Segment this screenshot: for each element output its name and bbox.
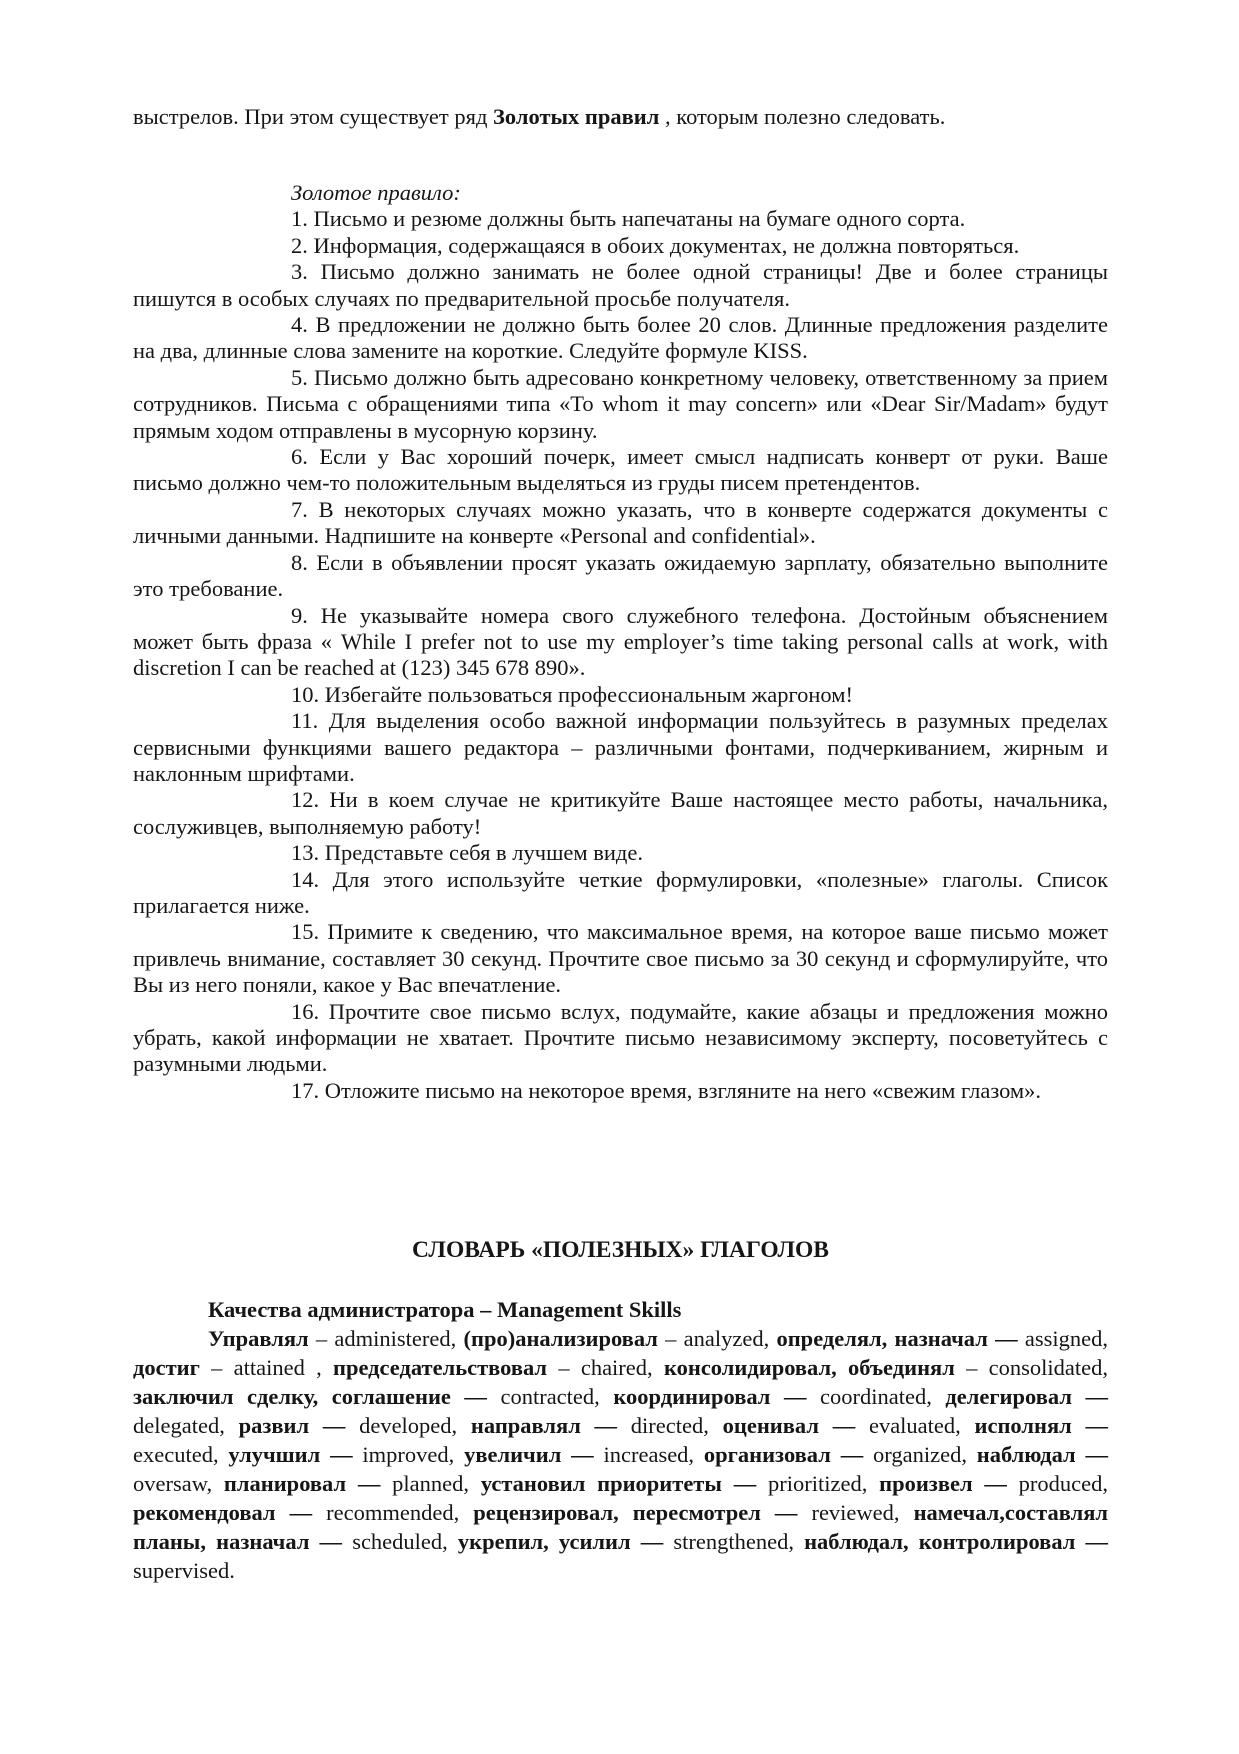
rule-item: 16. Прочтите свое письмо вслух, подумайте, какие абзацы и предложения можно убрать, какой информации не хватает. Прочтите письмо независимому эксперту, посоветуйтесь с разумными людьми. (133, 998, 1108, 1077)
dictionary-heading: СЛОВАРЬ «ПОЛЕЗНЫХ» ГЛАГОЛОВ (412, 1237, 829, 1263)
golden-rules-title: Золотое правило: (291, 180, 461, 205)
golden-rules-section (133, 180, 1108, 1104)
rule-item: 8. Если в объявлении просят указать ожидаемую зарплату, обязательно выполните это требование. (133, 549, 1108, 602)
rule-item: 6. Если у Вас хороший почерк, имеет смысл надписать конверт от руки. Ваше письмо должно чем-то положительным выделяться из груды писем претендентов. (133, 444, 1108, 496)
verbs-paragraph: Управлял – administered, (про)анализировал – analyzed, определял, назначал — assigned, достиг – attained , председательствовал – chaired, консолидировал, объединял – consolidated, заключил сделку, соглашение — contracted, координировал — coordinated, делегировал — delegated, развил — developed, направлял — directed, оценивал — evaluated, исполнял — executed, улучшил — improved, увеличил — increased, организовал — organized, наблюдал — oversaw, планировал — planned, установил приоритеты — prioritized, произвел — produced, рекомендовал — recommended, рецензировал, пересмотрел — reviewed, намечал,составлял планы, назначал — scheduled, укрепил, усилил — strengthened, наблюдал, контролировал — supervised. (133, 1326, 1109, 1583)
intro-paragraph: выстрелов. При этом существует ряд Золотых правил , которым полезно следовать. (133, 104, 946, 129)
rule-item: 13. Представьте себя в лучшем виде. (291, 840, 643, 866)
rule-item: 10. Избегайте пользоваться профессиональным жаргоном! (291, 681, 853, 707)
rule-item: 4. В предложении не должно быть более 20 слов. Длинные предложения разделите на два, длинные слова замените на короткие. Следуйте формуле KISS. (133, 312, 1108, 364)
rule-item: 11. Для выделения особо важной информации пользуйтесь в разумных пределах сервисными функциями вашего редактора – различными фонтами, подчеркиванием, жирным и наклонным шрифтами. (133, 708, 1108, 786)
dictionary-subheading: Качества администратора – Management Skills (208, 1297, 682, 1322)
rule-item: 5. Письмо должно быть адресовано конкретному человеку, ответственному за прием сотрудников. Письма с обращениями типа «To whom it may concern» или «Dear Sir/Madam» будут прямым ходом отправлены в мусорную корзину. (133, 364, 1108, 443)
rule-item: 17. Отложите письмо на некоторое время, взгляните на него «свежим глазом». (291, 1077, 1042, 1103)
golden-rules-list (133, 206, 1108, 1104)
dictionary-section (133, 1295, 1108, 1585)
rule-item: 12. Ни в коем случае не критикуйте Ваше настоящее место работы, начальника, сослуживцев, выполняемую работу! (133, 787, 1108, 839)
rule-item: 7. В некоторых случаях можно указать, что в конверте содержатся документы с личными данными. Надпишите на конверте «Personal and confidential». (133, 496, 1108, 549)
rule-item: 9. Не указывайте номера свого служебного телефона. Достойным объяснением может быть фраза « While I prefer not to use my employer’s time taking personal calls at work, with discretion I can be reached at (123) 345 678 890». (133, 602, 1108, 681)
rule-item: 1. Письмо и резюме должны быть напечатаны на бумаге одного сорта. (291, 206, 966, 232)
rule-item: 2. Информация, содержащаяся в обоих документах, не должна повторяться. (291, 232, 1020, 258)
rule-item: 15. Примите к сведению, что максимальное время, на которое ваше письмо может привлечь внимание, составляет 30 секунд. Прочтите свое письмо за 30 секунд и сформулируйте, что Вы из него поняли, какое у Вас впечатление. (133, 919, 1108, 998)
rule-item: 14. Для этого используйте четкие формулировки, «полезные» глаголы. Список прилагается ниже. (133, 866, 1108, 918)
rule-item: 3. Письмо должно занимать не более одной страницы! Две и более страницы пишутся в особых случаях по предварительной просьбе получателя. (133, 259, 1108, 311)
